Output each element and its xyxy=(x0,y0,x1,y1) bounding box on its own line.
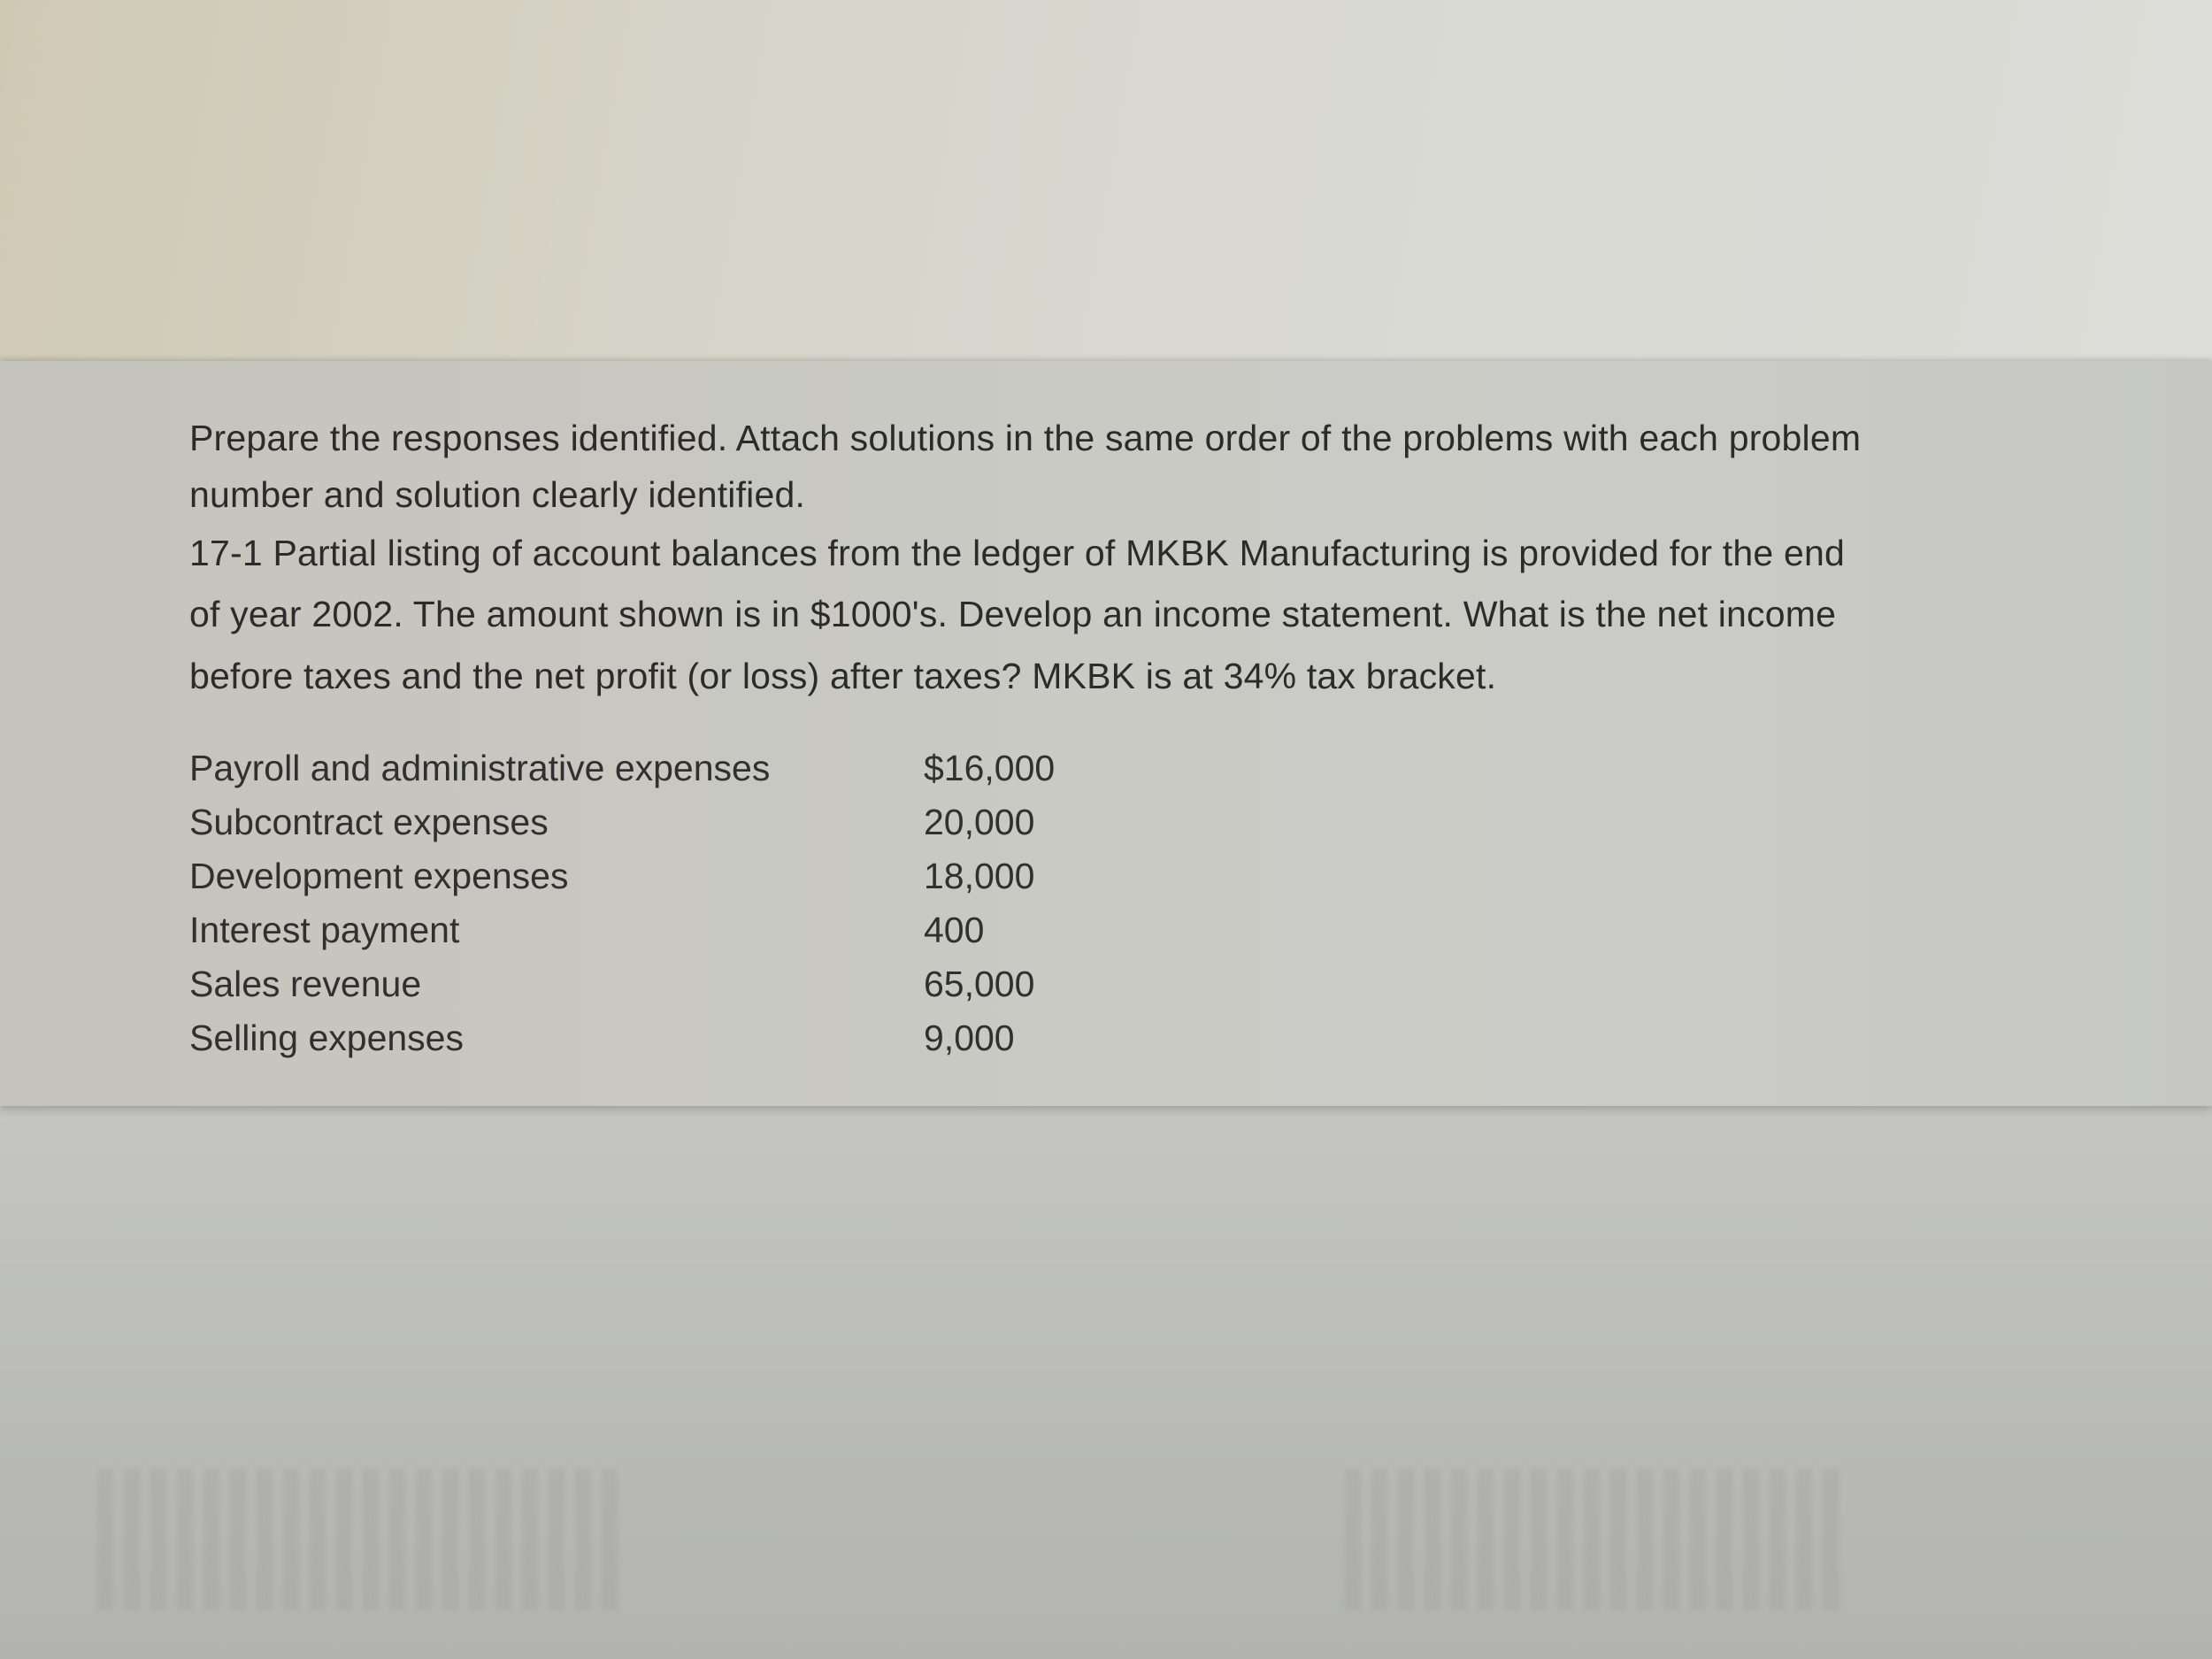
problem-statement-line: of year 2002. The amount shown is in $1000's. Develop an income statement. What is the net income xyxy=(189,594,1837,634)
account-amount: 9,000 xyxy=(924,1018,1015,1058)
account-label: Subcontract expenses xyxy=(189,802,549,842)
list-item xyxy=(189,957,1163,1011)
account-label: Development expenses xyxy=(189,856,569,896)
problem-statement-line: 17-1 Partial listing of account balances from the ledger of MKBK Manufacturing is provided for the end xyxy=(189,533,1845,573)
background-paper-top xyxy=(0,0,2212,363)
problem-text xyxy=(189,410,2109,707)
account-amount: $16,000 xyxy=(924,748,1056,788)
list-item xyxy=(189,741,1163,795)
account-amount: 18,000 xyxy=(924,856,1035,896)
account-label: Sales revenue xyxy=(189,964,422,1004)
bleed-through-text xyxy=(1345,1469,1840,1610)
printed-problem-sheet xyxy=(0,361,2212,1106)
instructions-line: Prepare the responses identified. Attach solutions in the same order of the problems with each problem xyxy=(189,418,1862,458)
account-amount: 400 xyxy=(924,910,985,950)
account-label: Interest payment xyxy=(189,910,460,950)
list-item xyxy=(189,1011,1163,1065)
list-item xyxy=(189,849,1163,903)
account-label: Payroll and administrative expenses xyxy=(189,748,771,788)
account-label: Selling expenses xyxy=(189,1018,464,1058)
bleed-through-text xyxy=(97,1469,628,1610)
account-amount: 65,000 xyxy=(924,964,1035,1004)
list-item xyxy=(189,903,1163,957)
instructions-line: number and solution clearly identified. xyxy=(189,474,806,515)
account-balances-list xyxy=(189,741,1163,1065)
account-amount: 20,000 xyxy=(924,802,1035,842)
list-item xyxy=(189,795,1163,849)
problem-statement-line: before taxes and the net profit (or loss) after taxes? MKBK is at 34% tax bracket. xyxy=(189,656,1497,696)
